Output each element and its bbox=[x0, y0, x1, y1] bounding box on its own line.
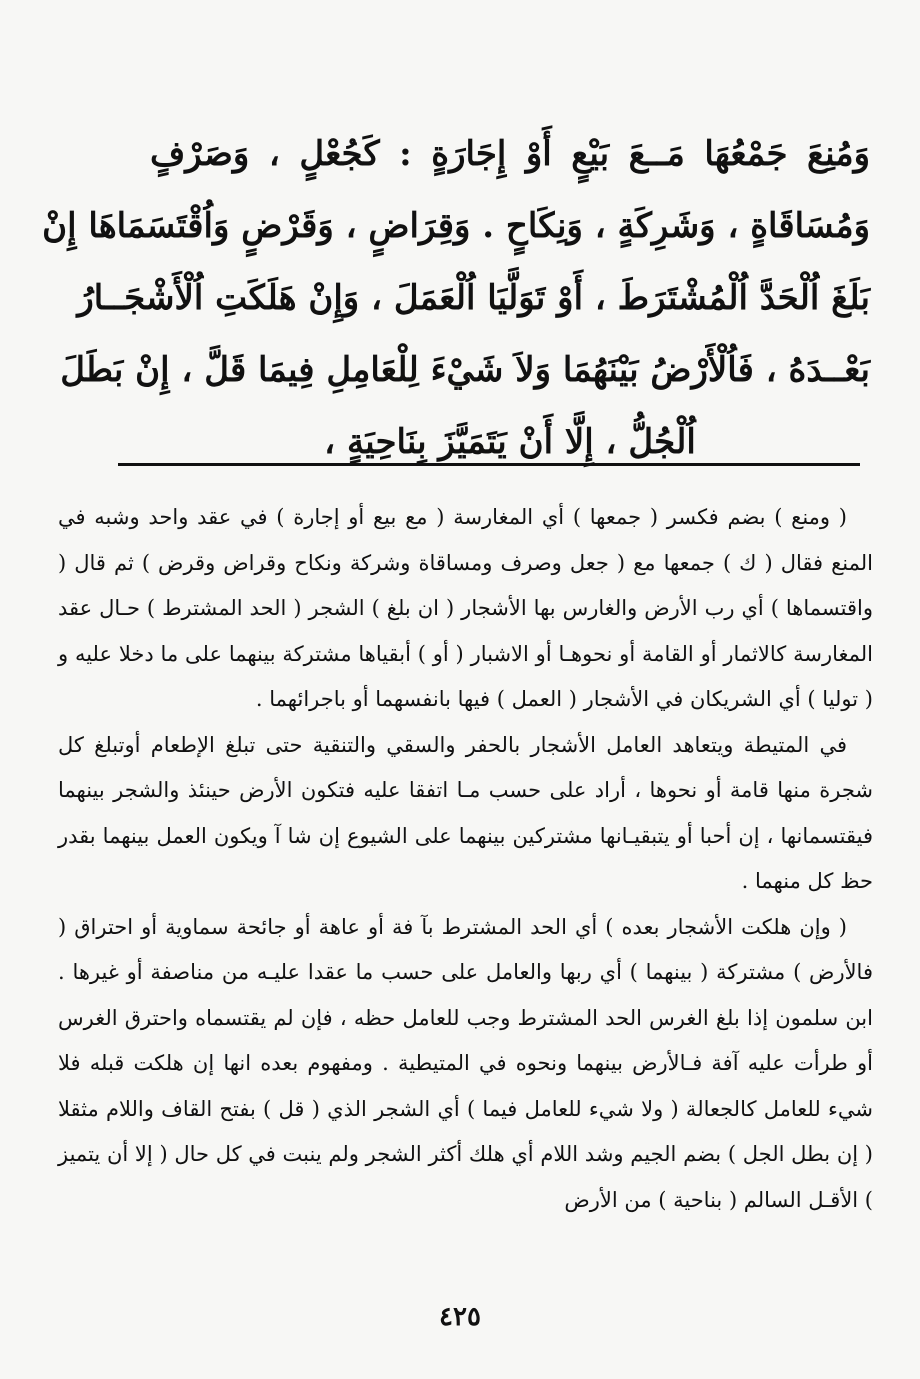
main-text-line: بَعْــدَهُ ، فَاُلْأَرْضُ بَيْنَهُمَا وَلاَ شَيْءَ لِلْعَامِلِ فِيمَا قَلَّ ، إِنْ بَطَلَ bbox=[60, 350, 870, 390]
main-text-line: وَمُنِعَ جَمْعُهَا مَــعَ بَيْعٍ أَوْ إِجَارَةٍ : كَجُعْلٍ ، وَصَرْفٍ bbox=[150, 134, 870, 174]
commentary-paragraph: ( وإن هلكت الأشجار بعده ) أي الحد المشترط بآ فة أو عاهة أو جائحة سماوية أو احتراق ( فالأرض ) مشتركة ( بينهما ) أي ربها والعامل على حسب ما عقدا عليـه من مناصفة أو غيرها . ابن سلمون إذا بلغ الغرس الحد المشترط وجب للعامل حظه ، فإن لم يقتسماه واحترق الغرس أو طرأت عليه آفة فـالأرض بينهما ونحوه في المتيطية . ومفهوم بعده انها إن هلكت قبله فلا شيء للعامل كالجعالة ( ولا شيء للعامل فيما ) أي الشجر الذي ( قل ) بفتح القاف واللام مثقلا ( إن بطل الجل ) بضم الجيم وشد اللام أي هلك أكثر الشجر ولم ينبت في كل حال ( إلا أن يتميز ) الأقـل السالم ( بناحية ) من الأرض bbox=[58, 914, 873, 1212]
page-number: ٤٢٥ bbox=[439, 1302, 481, 1332]
separator-rule bbox=[118, 463, 860, 466]
commentary-paragraph: في المتيطة ويتعاهد العامل الأشجار بالحفر والسقي والتنقية حتى تبلغ الإطعام أوتبلغ كل شجرة منها قامة أو نحوها ، أراد على حسب مـا اتفقا عليه فتكون الأرض حينئذ والشجر بينهما فيقتسمانها ، إن أحبا أو يتبقيـانها مشتركين بينهما على الشيوع إن شا آ ويكون العمل بينهما بقدر حظ كل منهما . bbox=[58, 732, 873, 893]
main-text-line: وَمُسَاقَاةٍ ، وَشَرِكَةٍ ، وَنِكَاحٍ . وَقِرَاضٍ ، وَقَرْضٍ وَاُقْتَسَمَاهَا إِنْ bbox=[42, 206, 870, 246]
main-text-line: بَلَغَ اُلْحَدَّ اُلْمُشْتَرَطَ ، أَوْ تَوَلَّيَا اُلْعَمَلَ ، وَإِنْ هَلَكَتِ اُلْأَشْجَــارُ bbox=[77, 278, 870, 318]
commentary-paragraph: ( ومنع ) بضم فكسر ( جمعها ) أي المغارسة ( مع بيع أو إجارة ) في عقد واحد وشبه في المنع فقال ( ك ) جمعها مع ( جعل وصرف ومساقاة وشركة ونكاح وقراض وقرض ) ثم قال ( واقتسماها ) أي رب الأرض والغارس بها الأشجار ( ان بلغ ) الشجر ( الحد المشترط ) حـال عقد المغارسة كالاثمار أو القامة أو نحوهـا أو الاشبار ( أو ) أبقياها مشتركة بينهما على ما دخلا عليه و ( توليا ) أي الشريكان في الأشجار ( العمل ) فيها بانفسهما أو باجرائهما . bbox=[58, 505, 873, 711]
main-text bbox=[42, 118, 870, 478]
commentary bbox=[58, 495, 873, 1223]
main-text-line: اُلْجُلُّ ، إِلَّا أَنْ يَتَمَيَّزَ بِنَاحِيَةٍ ، bbox=[324, 422, 696, 462]
